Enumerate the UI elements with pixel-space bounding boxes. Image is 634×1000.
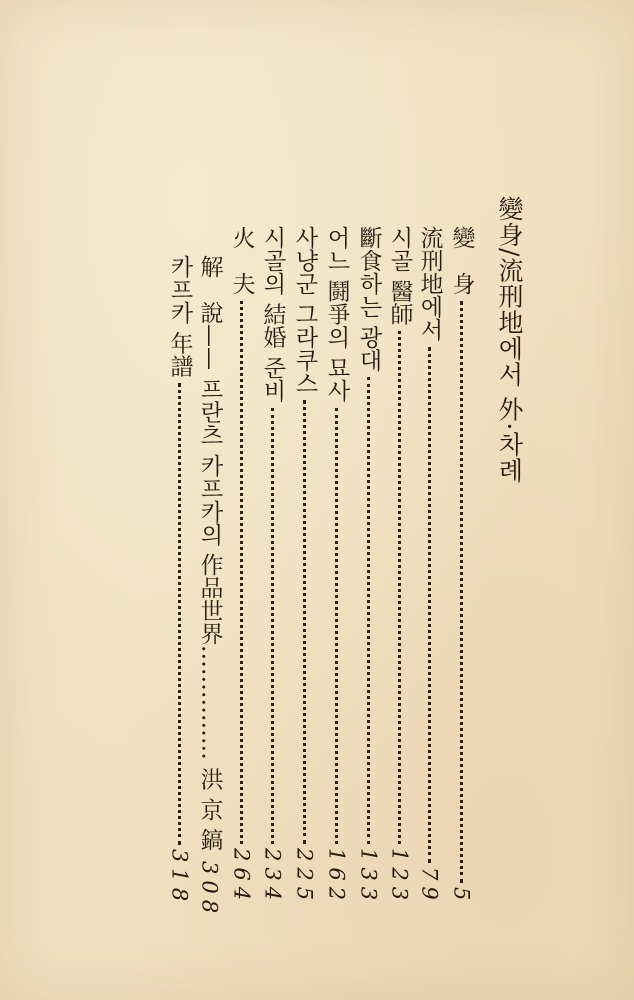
toc-entry-page: 162 [324, 847, 349, 906]
toc-entry-title: 斷食하는 광대 [355, 226, 382, 372]
toc-entry-title: 카프카 年譜 [166, 255, 193, 378]
toc-entry-page: 234 [260, 847, 285, 906]
toc-entry-title: 시골 醫師 [386, 226, 413, 326]
leader-dots [303, 400, 306, 844]
toc-entry [226, 226, 256, 906]
toc-entry [414, 226, 444, 906]
toc-entry [194, 255, 224, 919]
toc-entry-title: 火 夫 [228, 226, 255, 295]
leader-dots [428, 347, 431, 863]
toc-entry-page: 225 [292, 847, 317, 906]
leader-dots [240, 301, 243, 844]
leader-dots [271, 408, 274, 844]
toc-entry [321, 226, 351, 906]
toc-entry [353, 226, 383, 906]
toc-entry-page: 264 [229, 847, 254, 906]
toc-entry-title: 어느 鬪爭의 묘사 [323, 226, 350, 402]
toc-entry-page: 5 [449, 886, 474, 906]
toc-entry [384, 226, 414, 906]
toc-entry [164, 255, 194, 907]
toc-entry-title: 解 說—— 프란츠 카프카의 作品世界…………… 洪 京 鎬 [196, 255, 223, 851]
toc-entry [289, 226, 319, 906]
toc-entry-page: 308 [197, 860, 222, 919]
toc-entry [446, 226, 476, 906]
leader-dots [398, 331, 401, 844]
toc-entry-title: 시골의 結婚 준비 [259, 226, 286, 402]
toc-entry-page: 123 [387, 847, 412, 906]
toc-entry [257, 226, 287, 906]
toc-entry-title: 사냥군 그라쿠스 [291, 226, 318, 395]
toc-entry-title: 變 身 [448, 226, 475, 295]
leader-dots [460, 301, 463, 883]
leader-dots [178, 383, 181, 845]
toc-entry-page: 79 [417, 867, 442, 906]
toc-title: 變身/流刑地에서 外·차례 [495, 196, 524, 484]
toc-entry-page: 318 [167, 848, 192, 907]
toc-entry-page: 133 [356, 847, 381, 906]
toc-entry-title: 流刑地에서 [416, 226, 443, 341]
leader-dots [335, 408, 338, 844]
leader-dots [367, 377, 370, 844]
